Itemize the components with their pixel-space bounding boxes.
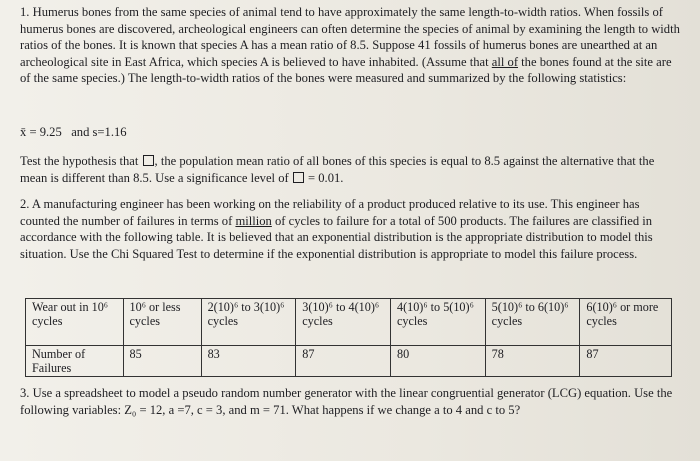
missing-symbol-box-icon [293, 172, 304, 183]
sample-mean-symbol: x̄ [20, 125, 27, 139]
q2-body-end: of cycles to failure for a total of 500 products. The failures are classified in accordance with the following table. It is believed that an exponential distribution is the appropriate distribution to model this situation. Use the Chi Squared Test to determine if the exponential distribution is appropriate to model this failure process. [20, 213, 653, 261]
table-row [26, 299, 672, 346]
q1-body-end: the bones found at the site are of the same species.) The length-to-width ratios of the bones were measured and summarized by the following statistics: [20, 54, 672, 85]
missing-symbol-box-icon [143, 155, 154, 166]
table-cell: 87 [580, 346, 672, 377]
failures-table [25, 298, 672, 377]
table-header-cell: Number of Failures [26, 346, 124, 377]
q2-underlined: million [235, 213, 272, 228]
question-1-text [20, 4, 680, 87]
table-cell: 78 [485, 346, 580, 377]
table-cell: 5(10)⁶ to 6(10)⁶ cycles [485, 299, 580, 346]
table-cell: 6(10)⁶ or more cycles [580, 299, 672, 346]
q2-body: 2. A manufacturing engineer has been working on the reliability of a product produced relative to its use. This engineer has counted the number of failures in terms of [20, 197, 640, 228]
table-cell: 87 [296, 346, 391, 377]
question-2-text [20, 196, 680, 262]
q1-body: 1. Humerus bones from the same species of animal tend to have approximately the same length-to-width ratios. When fossils of humerus bones are discovered, archeological engineers can often determine the species of animal by examining the length to width ratios of the bones. It is known that species A has a mean ratio of 8.5. Suppose 41 fossils of humerus bones are unearthed at an archeological site in East Africa, which species A is believed to have inhabited. (Assume that [20, 5, 680, 69]
question-3-text: 3. Use a spreadsheet to model a pseudo random number generator with the linear congruential generator (LCG) equation. Use the following variables: Z₀ = 12, a =7, c = 3, and m = 71. What happens if we change a to 4 and c to 5? [20, 386, 673, 417]
q1-test-b: , the population mean ratio of all bones of this species is equal to 8.5 against the alternative that the mean is different than 8.5. Use a significance level of [20, 154, 655, 185]
table-cell: 80 [390, 346, 485, 377]
q1-test-a: Test the hypothesis that [20, 154, 142, 168]
table-cell: 4(10)⁶ to 5(10)⁶ cycles [390, 299, 485, 346]
table-cell: 85 [123, 346, 201, 377]
table-cell: 10⁶ or less cycles [123, 299, 201, 346]
sample-sd-value: and s=1.16 [71, 125, 127, 139]
q1-test-c: = 0.01. [304, 170, 344, 185]
q1-underlined: all of [491, 54, 519, 69]
table-cell: 2(10)⁶ to 3(10)⁶ cycles [201, 299, 296, 346]
sample-mean-value: = 9.25 [29, 125, 62, 139]
table-cell: 3(10)⁶ to 4(10)⁶ cycles [296, 299, 391, 346]
table-header-cell: Wear out in 10⁶ cycles [26, 299, 124, 346]
table-row [26, 346, 672, 377]
q1-hypothesis-text [20, 153, 680, 186]
table-cell: 83 [201, 346, 296, 377]
q1-statistics [20, 124, 680, 141]
